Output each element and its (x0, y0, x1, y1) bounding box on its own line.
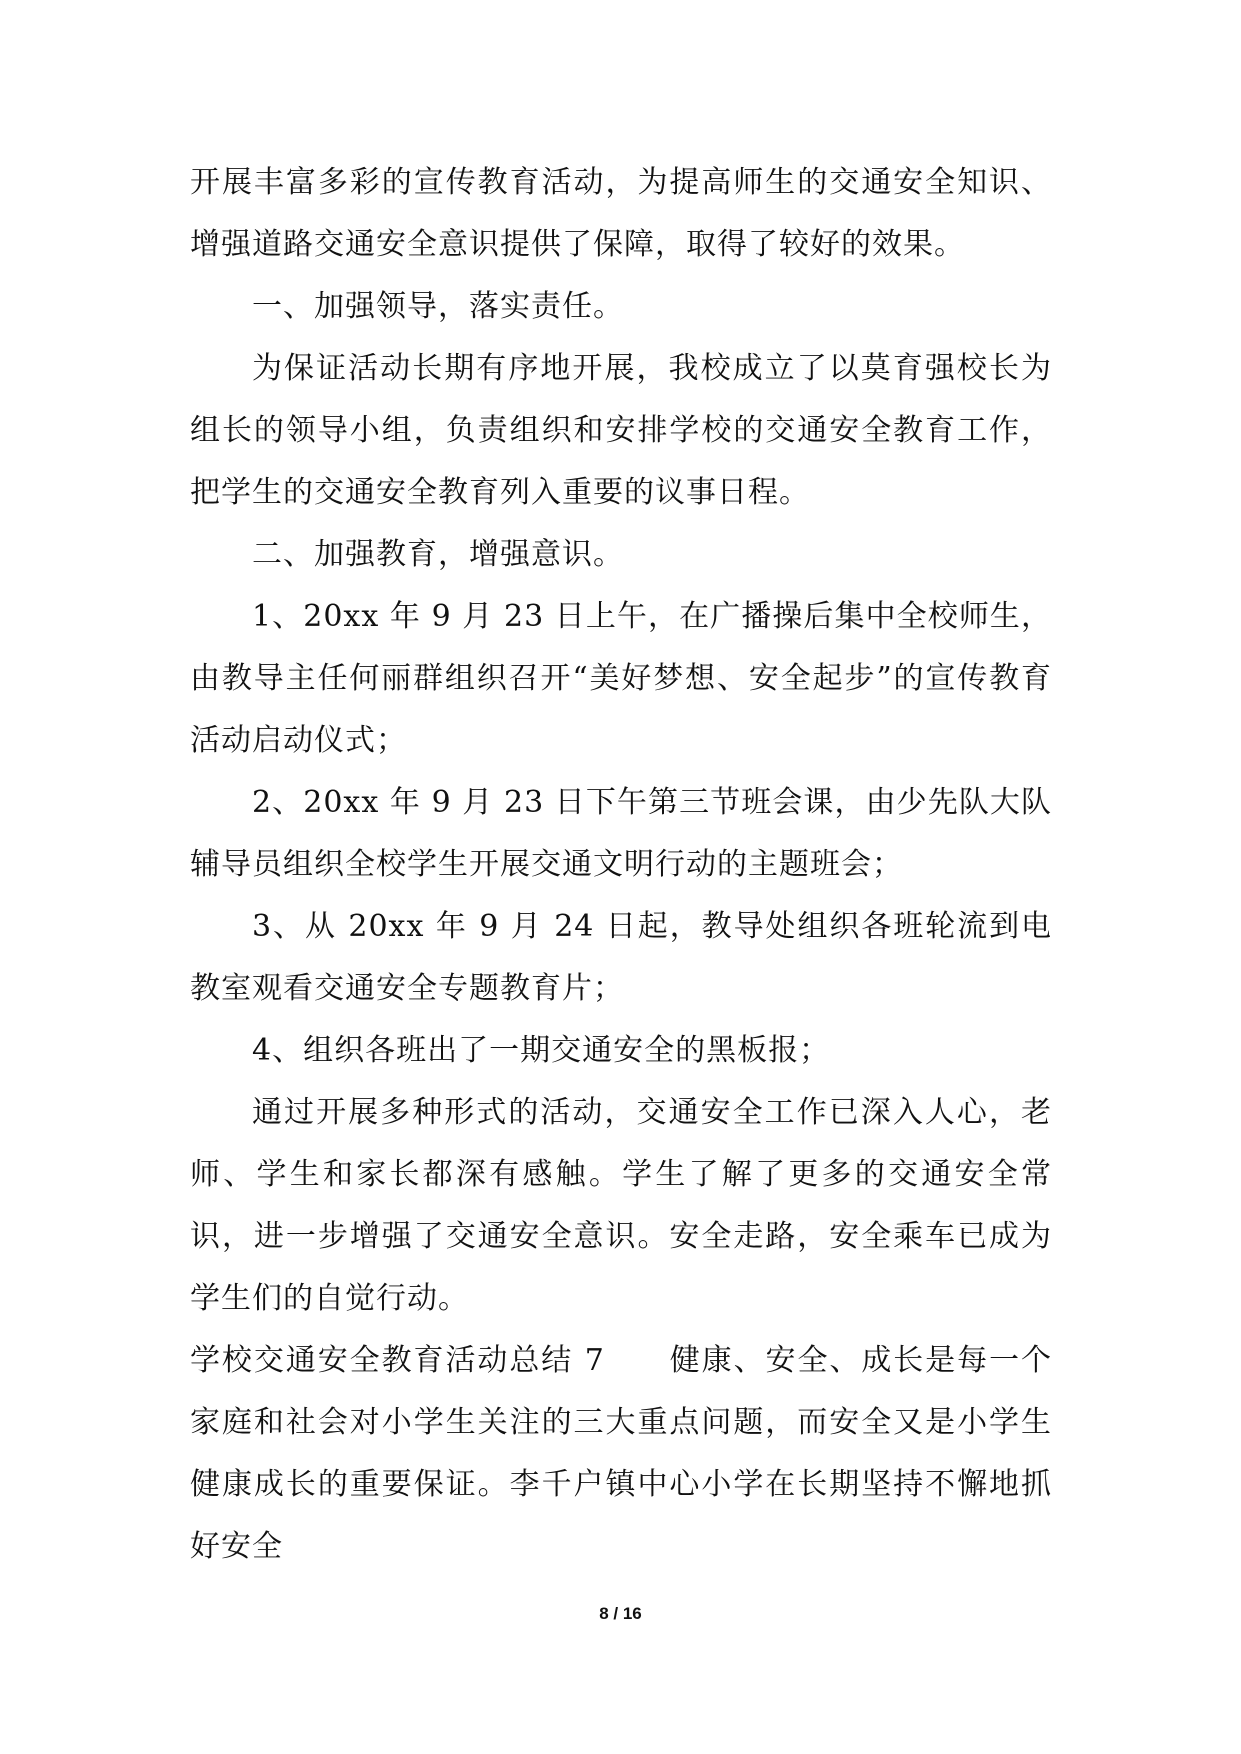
summary-7-heading: 学校交通安全教育活动总结 7 (190, 1343, 605, 1378)
list-item-2: 2、20xx 年 9 月 23 日下午第三节班会课，由少先队大队辅导员组织全校学生开展交通文明行动的主题班会； (190, 785, 1052, 882)
paragraph-conclusion: 通过开展多种形式的活动，交通安全工作已深入人心，老师、学生和家长都深有感触。学生了解了更多的交通安全常识，进一步增强了交通安全意识。安全走路，安全乘车已成为学生们的自觉行动。 (190, 1095, 1052, 1316)
list-item-4: 4、组织各班出了一期交通安全的黑板报； (252, 1033, 831, 1068)
paragraph-continuation: 开展丰富多彩的宣传教育活动，为提高师生的交通安全知识、增强道路交通安全意识提供了保障，取得了较好的效果。 (190, 165, 1052, 262)
paragraph-leadership: 为保证活动长期有序地开展，我校成立了以莫育强校长为组长的领导小组，负责组织和安排学校的交通安全教育工作，把学生的交通安全教育列入重要的议事日程。 (190, 351, 1052, 510)
section-heading-leadership: 一、加强领导，落实责任。 (252, 289, 624, 324)
page-number: 8 / 16 (599, 1604, 642, 1623)
document-body (190, 152, 1052, 1578)
section-heading-education: 二、加强教育，增强意识。 (252, 537, 624, 572)
list-item-1: 1、20xx 年 9 月 23 日上午，在广播操后集中全校师生，由教导主任何丽群组织召开“美好梦想、安全起步”的宣传教育活动启动仪式； (190, 599, 1052, 758)
list-item-3: 3、从 20xx 年 9 月 24 日起，教导处组织各班轮流到电教室观看交通安全专题教育片； (190, 909, 1052, 1006)
summary-7-text: 健康、安全、成长是每一个家庭和社会对小学生关注的三大重点问题，而安全又是小学生健康成长的重要保证。李千户镇中心小学在长期坚持不懈地抓好安全 (190, 1343, 1053, 1564)
paragraph-summary-7 (190, 1330, 1052, 1578)
